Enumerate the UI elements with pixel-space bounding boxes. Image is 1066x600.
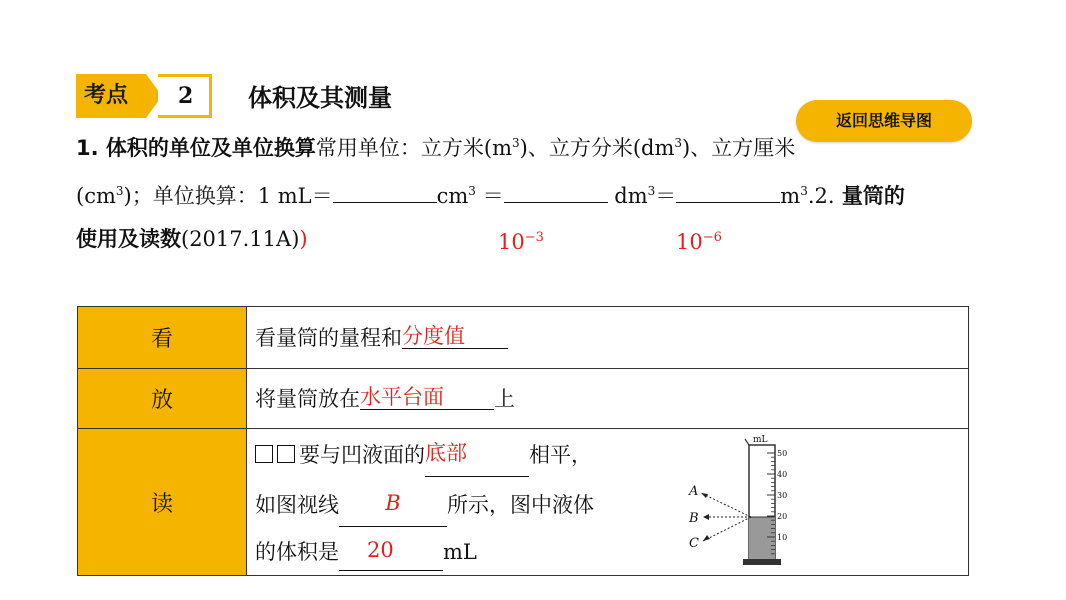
text: 将量筒放在 (255, 387, 360, 411)
answer-2-base: 10 (676, 230, 703, 254)
text: )、立方厘米 (682, 136, 796, 160)
spout (745, 439, 749, 445)
table-row (78, 429, 969, 576)
answer-1-exponent: −3 (524, 230, 544, 245)
answer-text: 分度值 (402, 324, 465, 348)
text: dm (607, 184, 648, 208)
measurement-table (77, 306, 969, 576)
text: 上 (494, 387, 515, 411)
section-heading-units: 1. 体积的单位及单位换算 (76, 136, 316, 160)
text: ＝ (655, 184, 677, 208)
answer-blank (339, 476, 447, 527)
text: 如图视线 (255, 493, 339, 517)
row-look-content (247, 307, 969, 369)
row-read-content (247, 429, 969, 576)
sight-line-label: A (689, 484, 699, 499)
answer-blank (360, 379, 494, 410)
superscript: 3 (115, 184, 124, 198)
blank-2 (504, 180, 608, 203)
answer-text: 底部 (425, 441, 467, 465)
answer-blank (402, 318, 508, 349)
topic-badge-number: 2 (158, 74, 212, 118)
read-line-2 (255, 480, 967, 530)
tick-label: 20 (777, 512, 788, 521)
answer-text: B (385, 491, 401, 515)
text: (cm (76, 184, 116, 208)
text: )、立方分米(dm (519, 136, 675, 160)
text: 要与凹液面的 (299, 443, 425, 467)
tick-label: 50 (777, 449, 788, 458)
answer-2-exponent: −6 (702, 230, 722, 245)
placeholder-box-icon (255, 445, 273, 463)
cylinder-base (743, 559, 781, 565)
sight-line-b (688, 511, 751, 526)
cylinder-liquid (749, 517, 775, 559)
paragraph-2 (76, 176, 905, 211)
row-head-read: 读 (78, 429, 247, 576)
tick-label: 30 (777, 491, 788, 500)
answer-text: 20 (367, 538, 394, 562)
row-place-content (247, 369, 969, 429)
paragraph-1 (76, 128, 795, 163)
text: ＝ (475, 184, 504, 208)
topic-badge-label: 考点 (76, 74, 146, 118)
text: (2017.11A) (181, 227, 300, 251)
answer-1-base: 10 (498, 230, 525, 254)
blank-1 (333, 180, 437, 203)
text: 所示，图中液体 (447, 493, 594, 517)
superscript: 3 (800, 184, 808, 198)
answer-blank (339, 526, 443, 571)
placeholder-box-icon (277, 445, 295, 463)
text: mL (443, 540, 477, 564)
superscript: 3 (647, 184, 656, 198)
superscript: 3 (512, 136, 520, 150)
text: 的体积是 (255, 540, 339, 564)
text: m (780, 184, 801, 208)
section-heading-cylinder: 量筒的 (834, 184, 905, 208)
return-mindmap-button[interactable]: 返回思维导图 (796, 100, 972, 142)
text: cm (436, 184, 469, 208)
unit-label: mL (753, 435, 768, 445)
graduated-cylinder-diagram (687, 433, 797, 567)
row-head-place: 放 (78, 369, 247, 429)
section-heading-reading: 使用及读数 (76, 227, 181, 251)
blank-3 (676, 180, 780, 203)
page-title: 体积及其测量 (248, 84, 392, 112)
answer-text: 水平台面 (360, 385, 444, 409)
tick-label: 10 (777, 533, 788, 542)
text: .2. (807, 184, 835, 208)
text: 相平， (529, 443, 592, 467)
paragraph-3 (76, 224, 308, 254)
table-row (78, 307, 969, 369)
text: 看量筒的量程和 (255, 326, 402, 350)
sight-line-label: C (689, 536, 699, 551)
topic-badge (76, 74, 212, 118)
sight-line-label: B (689, 511, 699, 526)
table-row (78, 369, 969, 429)
text: 常用单位：立方米(m (315, 136, 513, 160)
superscript: 3 (674, 136, 683, 150)
text: )；单位换算：1 mL＝ (123, 184, 333, 208)
mark: ) (299, 227, 308, 251)
superscript: 3 (468, 184, 476, 198)
tick-label: 40 (777, 470, 788, 479)
answer-2 (676, 230, 722, 254)
answer-blank (425, 426, 529, 477)
answer-1 (498, 230, 544, 254)
row-head-look: 看 (78, 307, 247, 369)
read-line-3 (255, 530, 967, 574)
read-line-1 (255, 430, 967, 480)
